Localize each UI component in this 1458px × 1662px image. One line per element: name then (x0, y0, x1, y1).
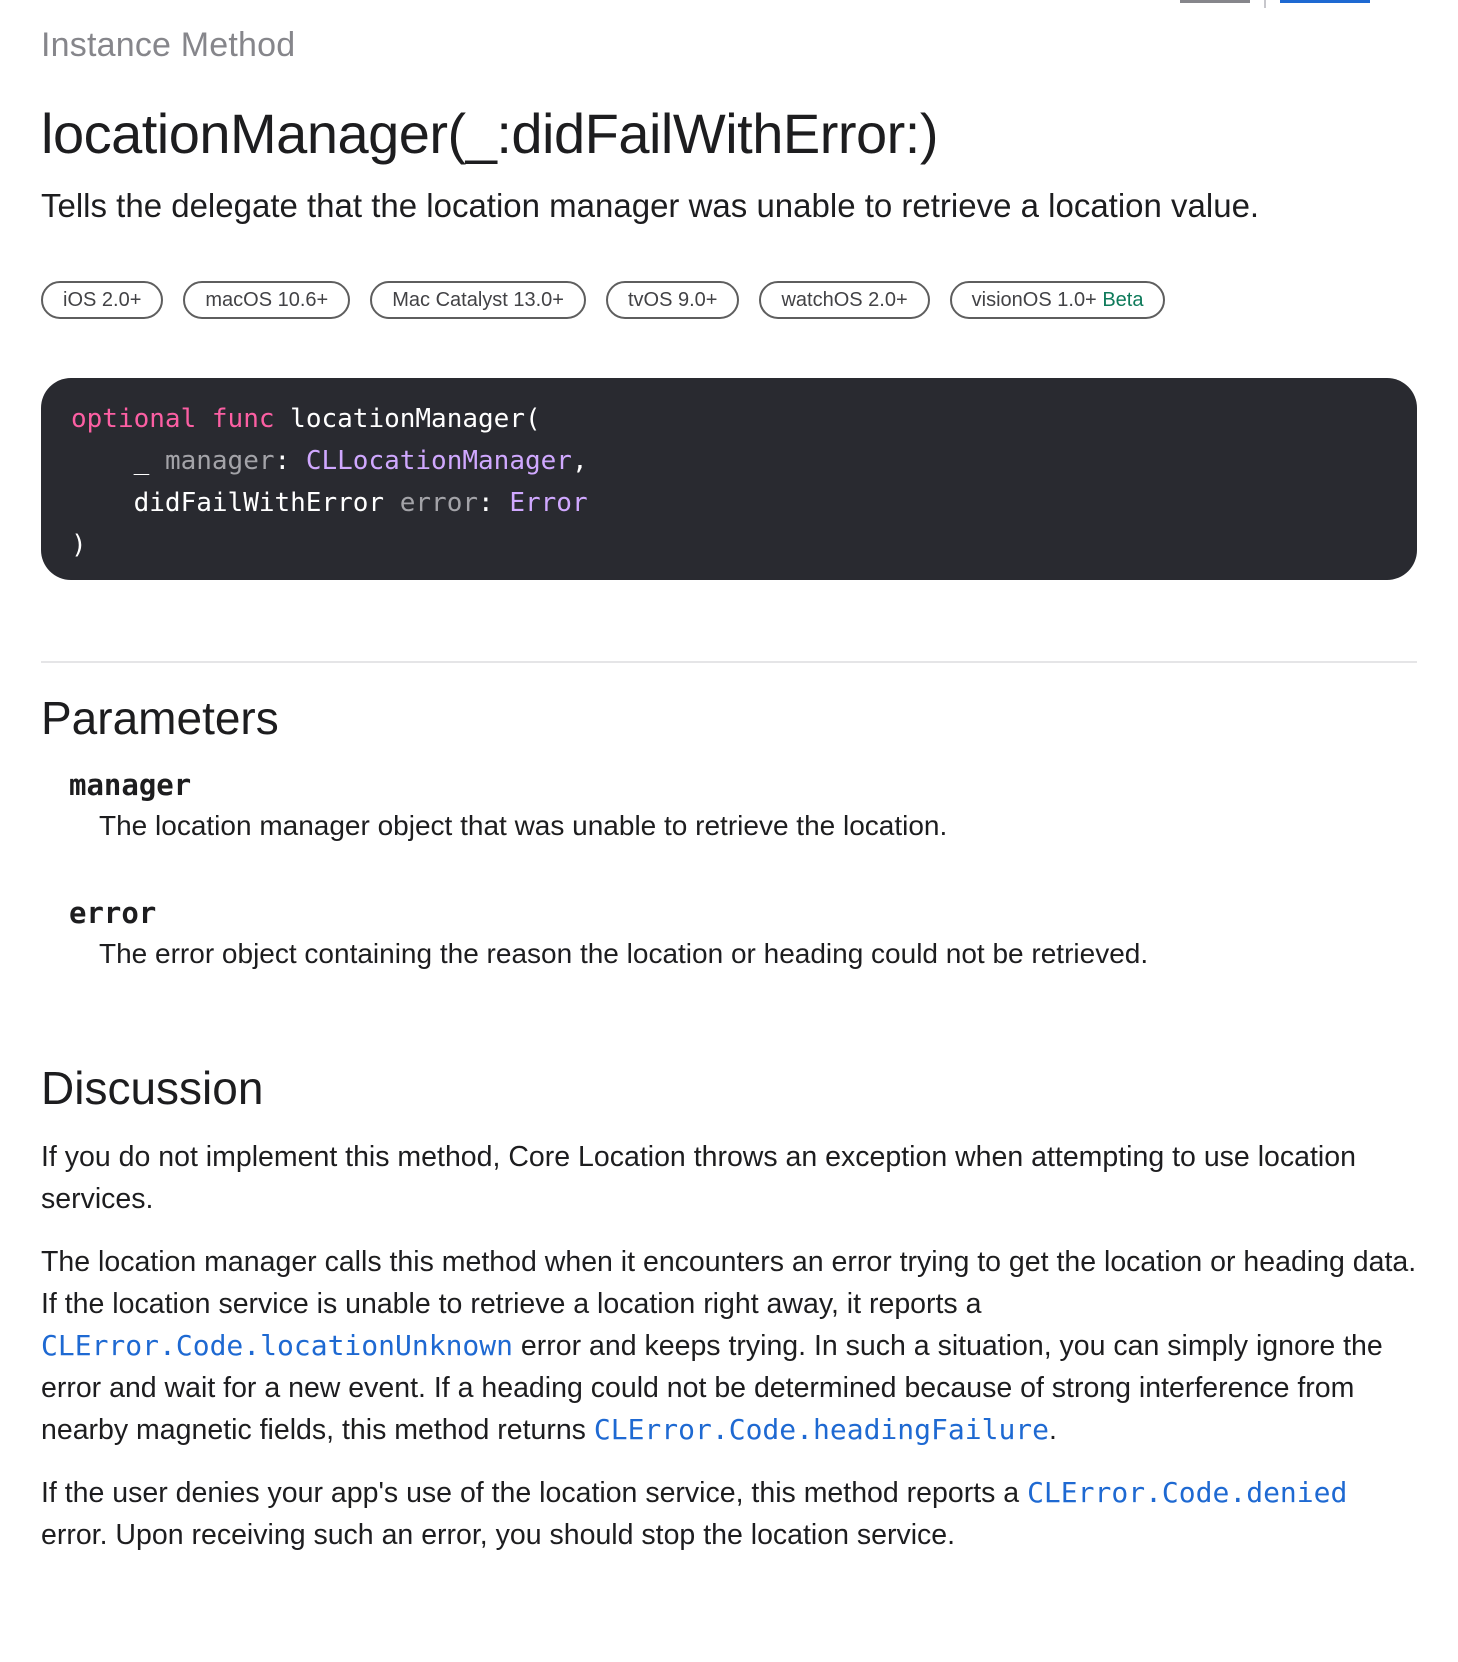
nav-separator (1264, 0, 1266, 8)
param-name-manager: manager (69, 768, 192, 802)
code-param2-colon: : (478, 488, 494, 518)
code-param1-colon: : (274, 446, 291, 476)
link-location-unknown[interactable]: CLError.Code.locationUnknown (41, 1329, 514, 1362)
code-param2-external: didFailWithError (133, 488, 385, 518)
beta-tag: Beta (1102, 289, 1144, 311)
discussion-paragraph-2 (41, 1241, 1417, 1451)
code-param2-internal: error (399, 488, 479, 518)
language-label-remnant (1180, 0, 1250, 3)
badge-tvos: tvOS 9.0+ (606, 281, 740, 319)
abstract: Tells the delegate that the location manager was unable to retrieve a location value. (41, 187, 1260, 224)
code-param1-external: _ (133, 446, 150, 476)
code-param1-type[interactable]: CLLocationManager (305, 446, 572, 476)
discussion-paragraph-1: If you do not implement this method, Core Location throws an exception when attempting to use location services. (41, 1141, 1356, 1215)
code-param1-internal: manager (164, 446, 275, 476)
link-heading-failure[interactable]: CLError.Code.headingFailure (593, 1413, 1050, 1446)
code-close-paren: ) (71, 530, 87, 560)
badge-visionos-label: visionOS 1.0+ (971, 289, 1097, 311)
param-desc-manager: The location manager object that was unable to retrieve the location. (99, 810, 948, 841)
discussion-paragraph-3 (41, 1472, 1417, 1556)
page-title: locationManager(_:didFailWithError:) (41, 102, 939, 165)
symbol-kind-eyebrow: Instance Method (41, 26, 296, 64)
discussion-p2-text-c: . (1049, 1414, 1057, 1446)
badge-ios: iOS 2.0+ (41, 281, 163, 319)
discussion-p3-text-a: If the user denies your app's use of the location service, this method reports a (41, 1477, 1028, 1509)
top-nav-remnant (1180, 0, 1380, 8)
link-denied[interactable]: CLError.Code.denied (1027, 1476, 1348, 1509)
param-desc-error: The error object containing the reason the location or heading could not be retrieved. (99, 938, 1149, 969)
code-param1-comma: , (571, 446, 588, 476)
parameters-heading: Parameters (41, 692, 279, 744)
badge-macos: macOS 10.6+ (183, 281, 350, 319)
discussion-p2-text-a: The location manager calls this method when it encounters an error trying to get the location or heading data. If the location service is unable to retrieve a location right away, it reports a (41, 1246, 1417, 1320)
discussion-p2-text-b: error and keeps trying. In such a situation, you can simply ignore the error and wait for a new event. If a heading could not be determined because of strong interference from nearby magnetic fields, this method returns (41, 1330, 1383, 1446)
section-divider (41, 661, 1417, 663)
param-name-error: error (69, 896, 157, 930)
availability-badges (41, 281, 1165, 319)
badge-mac-catalyst: Mac Catalyst 13.0+ (370, 281, 586, 319)
badge-watchos: watchOS 2.0+ (759, 281, 929, 319)
discussion-heading: Discussion (41, 1062, 264, 1114)
language-link-remnant[interactable] (1280, 0, 1370, 3)
code-keyword-func: func (211, 404, 275, 434)
badge-visionos (950, 281, 1166, 319)
declaration-code-block (41, 378, 1417, 580)
code-param2-type[interactable]: Error (509, 488, 588, 518)
code-keyword-optional: optional (71, 404, 197, 434)
code-func-name: locationManager( (290, 404, 541, 434)
discussion-p3-text-b: error. Upon receiving such an error, you should stop the location service. (41, 1519, 956, 1551)
